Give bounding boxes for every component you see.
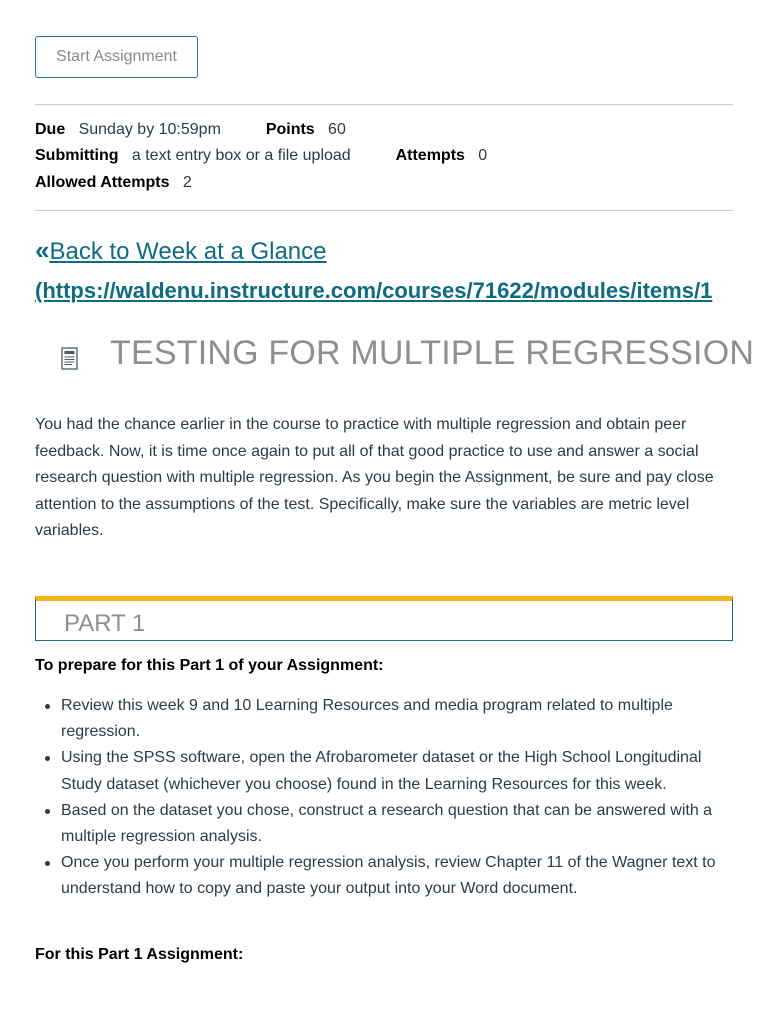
due-value: Sunday by 10:59pm	[78, 121, 221, 138]
meta-row-allowed	[35, 174, 192, 192]
divider-bottom	[35, 210, 733, 211]
attempts-value: 0	[478, 147, 488, 164]
list-item: Once you perform your multiple regression analysis, review Chapter 11 of the Wagner text to understand how to copy and paste your output into your Word document.	[61, 850, 733, 902]
list-item: Based on the dataset you chose, construct a research question that can be answered with a multiple regression analysis.	[61, 798, 733, 850]
start-assignment-button[interactable]: Start Assignment	[35, 36, 198, 78]
back-link-text: Back to Week at a Glance	[49, 238, 327, 265]
back-link-url[interactable]: (https://waldenu.instructure.com/courses/71622/modules/items/1	[35, 278, 713, 303]
meta-row-due-points	[35, 121, 346, 139]
prepare-list	[61, 693, 733, 903]
submitting-label: Submitting	[35, 147, 119, 164]
points-value: 60	[328, 121, 346, 138]
attempts-label: Attempts	[395, 147, 465, 164]
list-item: Using the SPSS software, open the Afrobarometer dataset or the High School Longitudinal Study dataset (whichever you choose) found in the Learning Resources for this week.	[61, 745, 733, 797]
list-item: Review this week 9 and 10 Learning Resources and media program related to multiple regression.	[61, 693, 733, 745]
due-label: Due	[35, 121, 66, 138]
submitting-value: a text entry box or a file upload	[131, 147, 351, 164]
divider-top	[35, 104, 733, 105]
meta-row-submitting-attempts	[35, 147, 487, 165]
intro-paragraph: You had the chance earlier in the course to practice with multiple regression and obtain peer feedback. Now, it is time once again to put all of that good practice to use and answer a social research question with multiple regression. As you begin the Assignment, be sure and pay close attention to the assumptions of the test. Specifically, make sure the variables are metric level variables.	[35, 416, 714, 539]
part-1-heading: PART 1	[64, 610, 146, 637]
document-icon	[60, 346, 80, 372]
part-1-heading-box	[35, 596, 733, 641]
for-assignment-label: For this Part 1 Assignment:	[35, 946, 244, 963]
back-to-week-link[interactable]	[35, 235, 327, 266]
points-label: Points	[265, 121, 315, 138]
prepare-label: To prepare for this Part 1 of your Assignment:	[35, 657, 384, 674]
page-title: TESTING FOR MULTIPLE REGRESSION	[110, 334, 755, 372]
allowed-attempts-value: 2	[182, 174, 192, 191]
allowed-attempts-label: Allowed Attempts	[35, 174, 170, 191]
double-chevron-left-icon: «	[35, 235, 47, 265]
